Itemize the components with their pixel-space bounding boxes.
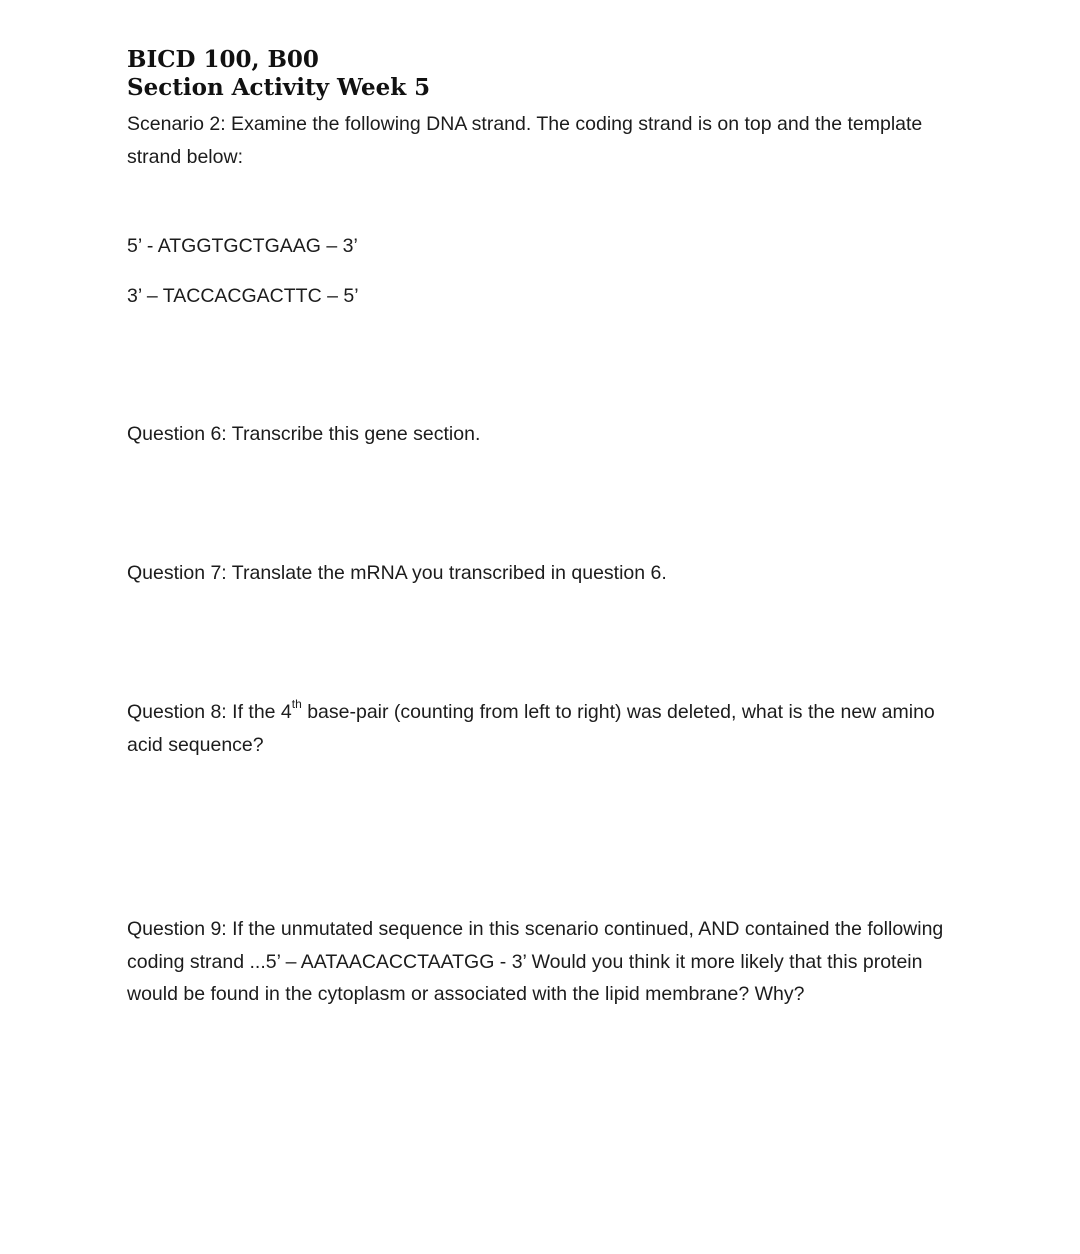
question-8-start: Question 8: If the 4 <box>127 701 292 723</box>
scenario-text: Scenario 2: Examine the following DNA strand. The coding strand is on top and the template strand below: <box>127 113 923 168</box>
question-8-end: base-pair (counting from left to right) was deleted, what is the new amino acid sequence? <box>127 701 935 756</box>
activity-title: Section Activity Week 5 <box>127 74 431 101</box>
question-7: Question 7: Translate the mRNA you transcribed in question 6. <box>127 562 667 584</box>
question-8 <box>127 696 967 761</box>
question-6: Question 6: Transcribe this gene section. <box>127 423 481 445</box>
question-9: Question 9: If the unmutated sequence in this scenario continued, AND contained the following coding strand ...5’ – AATAACACCTAATGG - 3’ Would you think it more likely that this protein would be found in the cytoplasm or associated with the lipid membrane? Why? <box>127 918 944 1005</box>
template-strand: 3’ – TACCACGACTTC – 5’ <box>127 285 359 307</box>
course-title: BICD 100, B00 <box>127 46 319 73</box>
coding-strand: 5’ - ATGGTGCTGAAG – 3’ <box>127 235 358 257</box>
question-8-ordinal: th <box>291 696 302 711</box>
